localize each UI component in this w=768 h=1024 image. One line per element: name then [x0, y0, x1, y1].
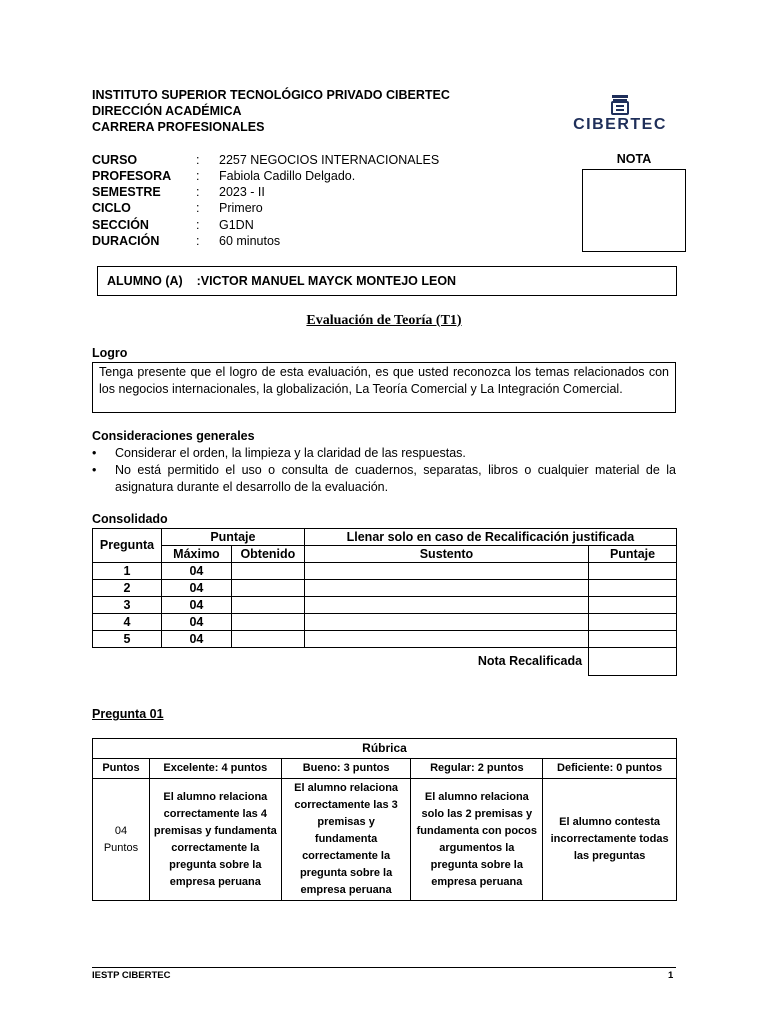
cell-excelente: El alumno relaciona correctamente las 4 premisas y fundamenta correctamente la pregunta sobre la empresa peruana: [149, 779, 281, 901]
info-key: DURACIÓN: [92, 234, 160, 248]
header-puntos: Puntos: [93, 759, 150, 779]
info-colon: :: [196, 218, 200, 232]
academic-direction: DIRECCIÓN ACADÉMICA: [92, 104, 242, 118]
cell-obtenido[interactable]: [231, 631, 304, 648]
info-colon: :: [196, 153, 200, 167]
info-colon: :: [196, 201, 200, 215]
cell-sustento[interactable]: [304, 580, 588, 597]
header-puntaje-recal: Puntaje: [589, 546, 677, 563]
list-item: [92, 462, 676, 496]
header-bueno: Bueno: 3 puntos: [281, 759, 411, 779]
consolidado-title: Consolidado: [92, 512, 168, 526]
info-value: 2023 - II: [219, 185, 265, 199]
info-key: SEMESTRE: [92, 185, 161, 199]
info-key: CURSO: [92, 153, 138, 167]
cell-puntaje[interactable]: [589, 580, 677, 597]
cell-sustento[interactable]: [304, 614, 588, 631]
list-item: [92, 445, 676, 462]
info-value: G1DN: [219, 218, 254, 232]
bullet-icon: •: [92, 463, 97, 477]
career-line: CARRERA PROFESIONALES: [92, 120, 265, 134]
cell-obtenido[interactable]: [231, 563, 304, 580]
cell-regular: El alumno relaciona solo las 2 premisas y fundamenta con pocos argumentos la pregunta sobre la empresa peruana: [411, 779, 543, 901]
header-excelente: Excelente: 4 puntos: [149, 759, 281, 779]
list-item-text: Considerar el orden, la limpieza y la claridad de las respuestas.: [115, 446, 466, 460]
header-deficiente: Deficiente: 0 puntos: [543, 759, 677, 779]
cell-puntaje[interactable]: [589, 631, 677, 648]
header-puntaje: Puntaje: [161, 529, 304, 546]
table-row: [93, 631, 677, 648]
table-row: [93, 580, 677, 597]
cell-maximo: 04: [161, 631, 231, 648]
table-row: [93, 597, 677, 614]
info-colon: :: [196, 234, 200, 248]
cell-pregunta: 4: [93, 614, 162, 631]
page-number: 1: [668, 970, 674, 981]
nota-box[interactable]: [582, 169, 686, 252]
logro-title: Logro: [92, 346, 128, 360]
bullet-icon: •: [92, 446, 97, 460]
header-pregunta: Pregunta: [93, 529, 162, 563]
tower-icon: [570, 94, 670, 116]
cell-sustento[interactable]: [304, 631, 588, 648]
header-sustento: Sustento: [304, 546, 588, 563]
cell-bueno: El alumno relaciona correctamente las 3 premisas y fundamenta correctamente la pregunta sobre la empresa peruana: [281, 779, 411, 901]
info-colon: :: [196, 169, 200, 183]
institution-name: INSTITUTO SUPERIOR TECNOLÓGICO PRIVADO CIBERTEC: [92, 88, 450, 102]
list-item-text: No está permitido el uso o consulta de cuadernos, separatas, libros o cualquier material de la asignatura durante el desarrollo de la evaluación.: [115, 463, 676, 494]
consideraciones-title: Consideraciones generales: [92, 429, 255, 443]
info-value: 2257 NEGOCIOS INTERNACIONALES: [219, 153, 440, 167]
info-key: CICLO: [92, 201, 131, 215]
cell-puntaje[interactable]: [589, 614, 677, 631]
cell-puntos: 04 Puntos: [93, 779, 150, 901]
consolidado-table: [92, 528, 677, 676]
info-colon: :: [196, 185, 200, 199]
info-key: SECCIÓN: [92, 218, 149, 232]
cell-sustento[interactable]: [304, 597, 588, 614]
alumno-box: ALUMNO (A) :VICTOR MANUEL MAYCK MONTEJO LEON: [97, 266, 677, 296]
info-key: PROFESORA: [92, 169, 172, 183]
nota-label: NOTA: [616, 152, 652, 166]
cell-deficiente: El alumno contesta incorrectamente todas las preguntas: [543, 779, 677, 901]
evaluation-title: Evaluación de Teoría (T1): [306, 313, 462, 328]
header-maximo: Máximo: [161, 546, 231, 563]
cell-obtenido[interactable]: [231, 614, 304, 631]
info-value: Primero: [219, 201, 263, 215]
table-row: [93, 614, 677, 631]
cell-maximo: 04: [161, 580, 231, 597]
nota-recalificada-label: Nota Recalificada: [477, 654, 583, 669]
header-regular: Regular: 2 puntos: [411, 759, 543, 779]
cell-pregunta: 3: [93, 597, 162, 614]
footer-institution: IESTP CIBERTEC: [92, 970, 171, 981]
rubrica-table: [92, 738, 677, 901]
cibertec-logo: [570, 94, 670, 136]
nota-recalificada-box[interactable]: [589, 648, 677, 676]
cell-pregunta: 1: [93, 563, 162, 580]
info-value: 60 minutos: [219, 234, 281, 248]
cell-obtenido[interactable]: [231, 597, 304, 614]
cell-maximo: 04: [161, 563, 231, 580]
cell-sustento[interactable]: [304, 563, 588, 580]
cell-obtenido[interactable]: [231, 580, 304, 597]
cell-maximo: 04: [161, 597, 231, 614]
footer-divider: [92, 967, 676, 968]
cell-pregunta: 2: [93, 580, 162, 597]
cell-pregunta: 5: [93, 631, 162, 648]
pregunta01-title: Pregunta 01: [92, 707, 164, 721]
cell-puntaje[interactable]: [589, 597, 677, 614]
logo-text: CIBERTEC: [573, 116, 667, 133]
cell-maximo: 04: [161, 614, 231, 631]
header-obtenido: Obtenido: [231, 546, 304, 563]
rubrica-title: Rúbrica: [93, 739, 677, 759]
consideraciones-list: [92, 445, 676, 496]
cell-puntaje[interactable]: [589, 563, 677, 580]
table-row: [93, 563, 677, 580]
info-value: Fabiola Cadillo Delgado.: [219, 169, 356, 183]
logro-text: Tenga presente que el logro de esta evaluación, es que usted reconozca los temas relacionados con los negocios internacionales, la globalización, La Teoría Comercial y La Integración Comercial.: [92, 362, 676, 413]
header-recalificacion: Llenar solo en caso de Recalificación justificada: [304, 529, 676, 546]
table-row: [93, 779, 677, 901]
